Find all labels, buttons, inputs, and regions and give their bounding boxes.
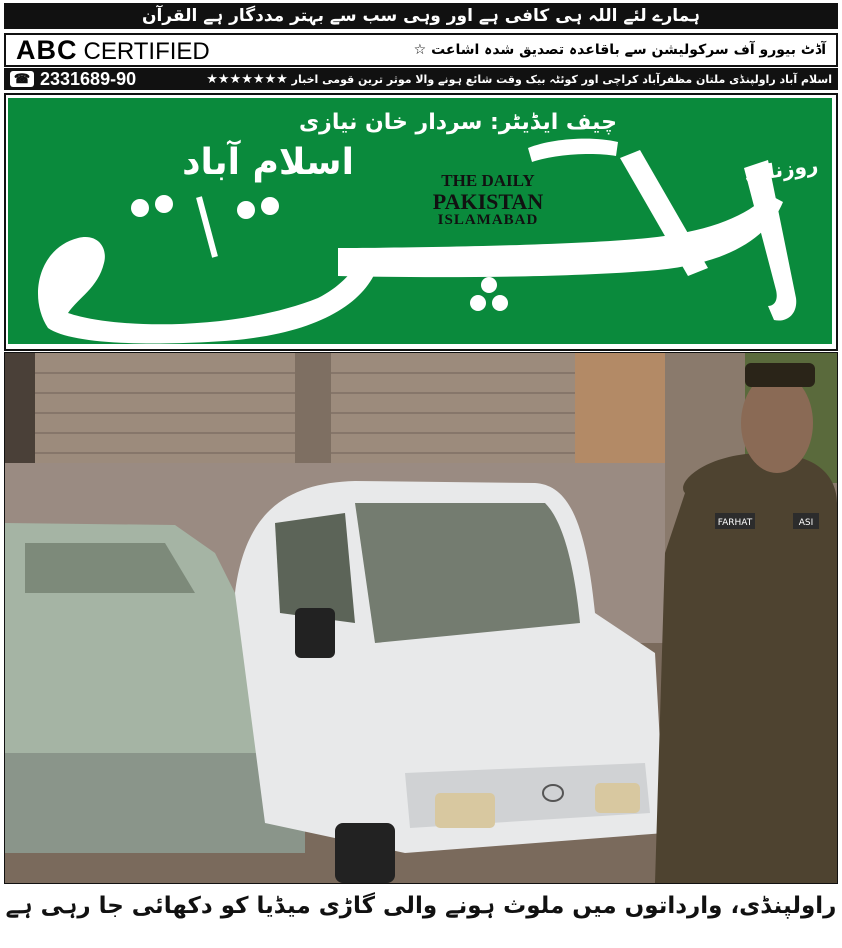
roznama-label: روزنامہ [742,152,820,187]
chief-editor: چیف ایڈیٹر: سردار خان نیازی [299,110,617,135]
english-title-block [388,172,588,229]
audit-bureau-text: آڈٹ بیورو آف سرکولیشن سے باقاعدہ تصدیق شدہ اشاعت ☆ [413,42,826,58]
abc-letters: ABC [16,34,78,65]
abc-certification-bar [4,33,838,67]
phone-number [4,69,136,90]
contact-bar [4,68,838,90]
phone-number-text: 2331689-90 [40,68,137,89]
islamabad-urdu: اسلام آباد [182,142,354,183]
stars-row: ★★★★★★★ [206,71,288,87]
photo-caption: راولپنڈی، وارداتوں میں ملوث ہونے والی گاڑی میڈیا کو دکھائی جا رہی ہے [5,893,837,919]
police-beret [745,363,815,387]
islamabad-label: ISLAMABAD [437,211,539,228]
side-mirror [295,608,335,658]
windshield [355,503,580,643]
rank-tag-text: ASI [798,518,814,528]
the-daily-label: THE DAILY [441,171,535,190]
quran-quote-banner: ہمارے لئے اللہ ہی کافی ہے اور وہی سب سے بہتر مددگار ہے القرآن [4,3,838,29]
abc-logo [6,35,210,66]
car-tyre [335,823,395,883]
publication-cities [200,72,838,87]
pakistan-label: PAKISTAN [432,188,544,214]
publication-cities-text: اسلام آباد راولپنڈی ملتان مظفرآباد کراچی اور کوئٹہ بیک وقت شائع ہونے والا موثر ترین قومی اخبار [291,72,832,86]
name-tag-text: FARHAT [717,518,753,528]
masthead [8,98,832,344]
news-photo [4,352,838,884]
telephone-icon: ☎ [10,71,34,87]
certified-label: CERTIFIED [83,37,210,65]
photo-scene [5,353,837,883]
